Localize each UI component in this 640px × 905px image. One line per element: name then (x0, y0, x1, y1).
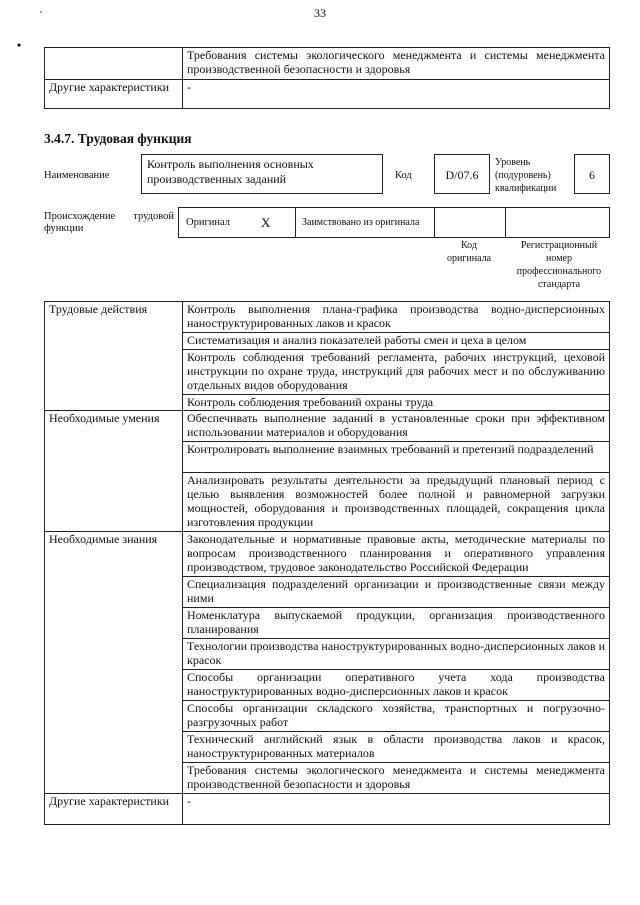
top-table (44, 47, 610, 109)
level-value: 6 (574, 154, 610, 194)
code-label: Код (395, 170, 412, 181)
table-item: - (183, 794, 610, 825)
borrowed-label: Заимствовано из оригинала (302, 217, 420, 228)
code-caption: Код оригинала (446, 240, 492, 264)
level-label: Уровень (подуровень) квалификации (495, 157, 557, 194)
reg-caption: Регистрационный номер профессионального стандарта (516, 240, 602, 290)
table-item: Номенклатура выпускаемой продукции, организация производственного планирования (183, 608, 610, 639)
table-item: Контроль выполнения плана-графика производства водно-дисперсионных наноструктурированных лаков и красок (183, 302, 610, 333)
table-item: Технологии производства наноструктурированных водно-дисперсионных лаков и красок (183, 639, 610, 670)
page-number: 33 (314, 6, 326, 20)
section-title-cell: Необходимые умения (45, 411, 183, 532)
section-title-cell: Трудовые действия (45, 302, 183, 411)
table-item: Обеспечивать выполнение заданий в установленные сроки при эффективном использовании материалов и оборудования (183, 411, 610, 442)
code-value: D/07.6 (434, 154, 490, 194)
top-table-value: - (183, 80, 610, 109)
table-item: Специализация подразделений организации и производственные связи между ними (183, 577, 610, 608)
table-item: Способы организации оперативного учета хода производства наноструктурированных водно-дисперсионных лаков и красок (183, 670, 610, 701)
section-title-cell: Необходимые знания (45, 532, 183, 794)
original-mark: X (261, 215, 271, 230)
top-table-label (45, 48, 183, 80)
table-item: Законодательные и нормативные правовые акты, методические материалы по вопросам производственного планирования и оперативного управления производством, трудовое законодательство Российской Федерации (183, 532, 610, 577)
table-item: Контроль соблюдения требований охраны труда (183, 395, 610, 411)
main-table (44, 301, 610, 825)
scan-mark: ʹ (40, 10, 43, 21)
original-label: Оригинал (186, 217, 230, 228)
scan-dot: • (17, 38, 22, 52)
divider (434, 208, 435, 237)
table-item: Контролировать выполнение взаимных требований и претензий подразделений (183, 442, 610, 473)
divider (295, 208, 296, 237)
table-item: Требования системы экологического менеджмента и системы менеджмента производственной безопасности и здоровья (183, 763, 610, 794)
top-table-value: Требования системы экологического менеджмента и системы менеджмента производственной безопасности и здоровья (183, 48, 610, 80)
name-label: Наименование (44, 170, 110, 181)
table-item: Способы организации складского хозяйства, транспортных и погрузочно-разгрузочных работ (183, 701, 610, 732)
origin-label: Происхождение трудовой функции (44, 211, 174, 234)
table-item: Технический английский язык в области производства лаков и красок, наноструктурированных материалов (183, 732, 610, 763)
section-title: 3.4.7. Трудовая функция (44, 131, 192, 146)
table-item: Контроль соблюдения требований регламента, рабочих инструкций, цеховой инструкции по охране труда, инструкций для рабочих мест и по обслуживанию отдельных видов оборудования (183, 350, 610, 395)
divider (505, 208, 506, 237)
table-item: Систематизация и анализ показателей работы смен и цеха в целом (183, 333, 610, 350)
top-table-label: Другие характеристики (45, 80, 183, 109)
origin-box (178, 207, 610, 238)
table-item: Анализировать результаты деятельности за предыдущий плановый период с целью выявления возможностей более полной и равномерной загрузки мощностей, оборудования и производственных площадей, сокращения цикла изготовления продукции (183, 473, 610, 532)
name-value: Контроль выполнения основных производственных заданий (141, 154, 383, 194)
section-title-cell: Другие характеристики (45, 794, 183, 825)
